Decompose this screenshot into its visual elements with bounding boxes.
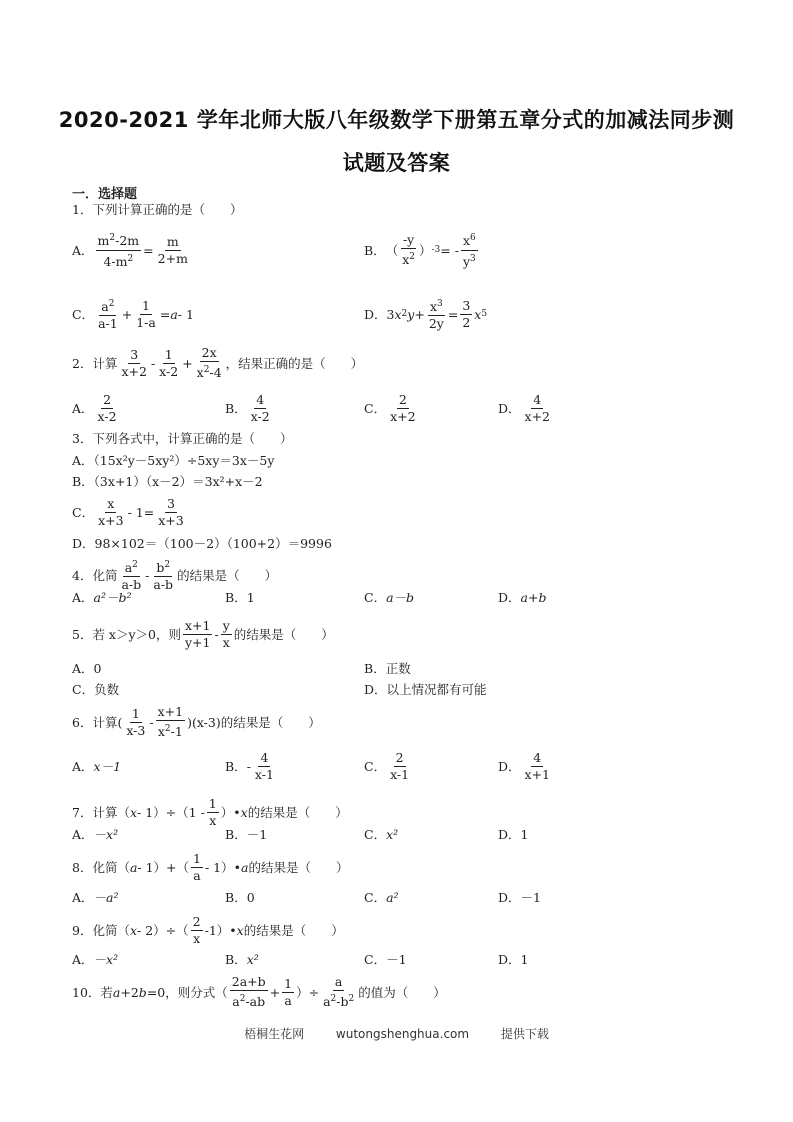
question-6-options: A． x－1 B． - $\frac{4}{x-1}$ C． $\frac{2}{x-1}$ D． $\frac{4}{x+1}$ [72,749,551,782]
question-1-options-row1 [72,230,732,270]
question-1-option-b: B． （ $\frac{-y}{x^2}$ ） -3 = - $\frac{x^6}{y^3}$ [364,231,476,269]
question-7-stem: 7．计算（ x - 1）÷（1 - $\frac{1}{x}$ ）• x 的结果是（ ） [72,795,348,828]
question-5-stem: 5．若 x＞y＞0，则 $\frac{x+1}{y+1}$ - $\frac{y}{x}$ 的结果是（ ） [72,617,334,650]
question-3-option-a: A．（15x²y－5xy²）÷5xy＝3x－5y [72,453,275,468]
question-2-stem: 2．计算 $\frac{3}{x+2}$ - $\frac{1}{x-2}$ + $\frac{2x}{x^2-4}$ ，结果正确的是（ ） [72,344,364,381]
question-10-stem: 10．若 a +2 b =0，则分式（ $\frac{2a+b}{a^2-ab}$ + $\frac{1}{a}$ ）÷ $\frac{a}{a^2-b^2}$ 的值为（ ） [72,973,446,1010]
section-heading: 一．选择题 [72,187,138,202]
question-1-options-row2 [72,294,732,334]
page-footer [0,1025,793,1042]
question-1-option-a: A． $\frac{m^2-2m}{4-m^2}$ = $\frac{m}{2+m}$ [72,230,192,270]
question-7-options: A． －x² B． －1 C． x² D． 1 [72,826,529,842]
question-8-stem: 8．化简（ a - 1）+（ $\frac{1}{a}$ - 1）• a 的结果是（ ） [72,850,349,883]
question-8-options: A． －a² B． 0 C． a² D． －1 [72,889,541,905]
question-2-options [72,388,732,428]
question-1-option-c: C． $\frac{a^2}{a-1}$ + $\frac{1}{1-a}$ = a - 1 [72,297,194,332]
question-2-option-c: C． $\frac{2}{x+2}$ [364,391,416,424]
question-2-option-d: D． $\frac{4}{x+2}$ [498,391,551,424]
question-5-options-row2: C． 负数 D． 以上情况都有可能 [72,682,487,697]
question-9-options: A． －x² B． x² C． －1 D． 1 [72,951,529,967]
document-title-line1: 2020-2021 学年北师大版八年级数学下册第五章分式的加减法同步测 [58,108,735,132]
question-1-option-d: D． 3 x 2 y + $\frac{x^3}{2y}$ = $\frac{3}{2}$ x 5 [364,297,488,332]
question-3-option-d: D．98×102＝（100－2）（100+2）＝9996 [72,536,332,551]
question-3-option-c: C． $\frac{x}{x+3}$ - 1= $\frac{3}{x+3}$ [72,495,184,528]
question-5-options-row1: A． 0 B． 正数 [72,660,411,676]
document-title-line2: 试题及答案 [342,151,451,175]
question-2-option-b: B． $\frac{4}{x-2}$ [225,391,270,424]
question-6-stem: 6．计算 ( $\frac{1}{x-3}$ - $\frac{x+1}{x^2-1}$ )(x-3) 的结果是（ ） [72,703,321,740]
question-3-option-b: B．（3x+1）（x－2）＝3x²+x－2 [72,474,263,489]
question-2-option-a: A． $\frac{2}{x-2}$ [72,391,117,424]
question-4-options: A． a²－b² B． 1 C． a－b D． a+b [72,589,547,605]
question-4-stem: 4．化简 $\frac{a^2}{a-b}$ - $\frac{b^2}{a-b}$ 的结果是（ ） [72,555,732,595]
question-9-stem: 9．化简（ x - 2）÷（ $\frac{2}{x}$ -1）• x 的结果是（ ） [72,913,344,946]
footer-url[interactable]: wutongshenghua.com [335,1027,470,1041]
question-3-stem: 3．下列各式中，计算正确的是（ ） [72,431,293,446]
footer-site-name: 梧桐生花网 [244,1027,305,1041]
footer-note: 提供下载 [500,1027,549,1041]
question-1-stem: 1．下列计算正确的是（ ） [72,202,243,217]
